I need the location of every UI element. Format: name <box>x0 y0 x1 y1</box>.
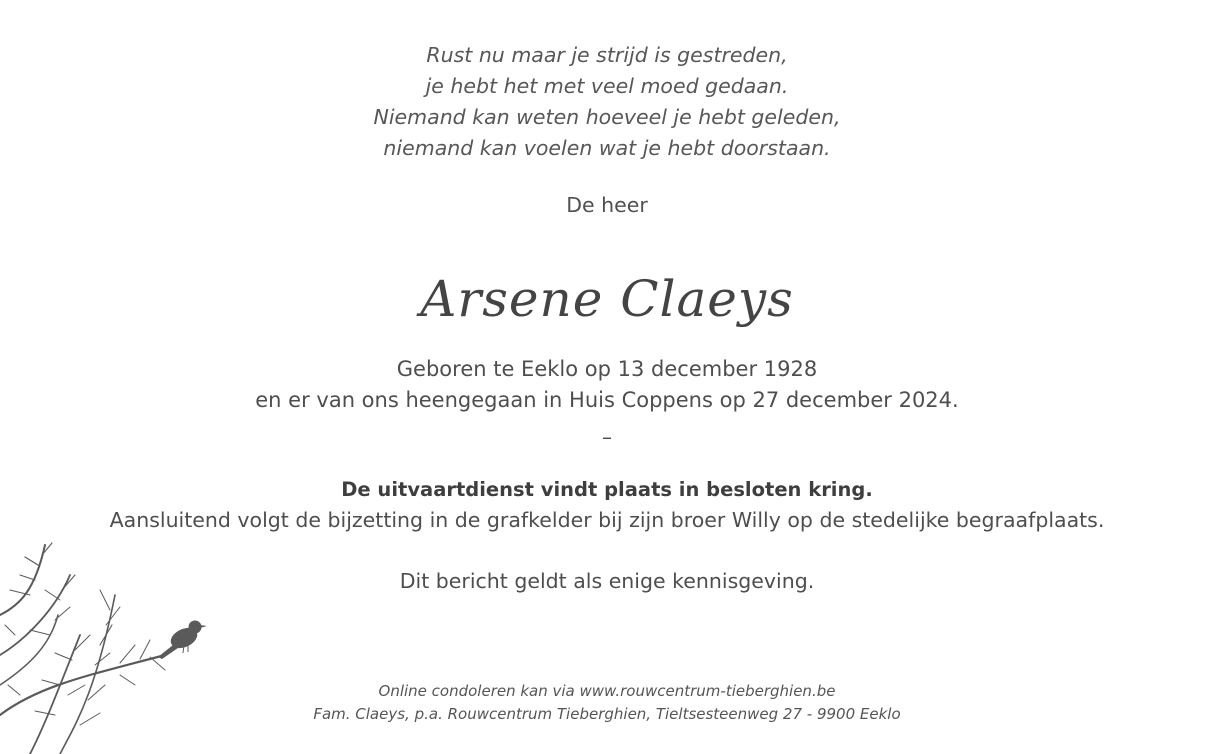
poem-line: je hebt het met veel moed gedaan. <box>425 74 789 98</box>
deceased-name: Arsene Claeys <box>420 270 794 328</box>
separator: – <box>602 425 612 449</box>
service-burial-text: Aansluitend volgt de bijzetting in de grafkelder bij zijn broer Willy op de stedelijke begraafplaats. <box>109 508 1105 532</box>
notice-text: Dit bericht geldt als enige kennisgeving. <box>399 569 815 593</box>
death-line: en er van ons heengegaan in Huis Coppens op 27 december 2024. <box>255 388 959 412</box>
poem-line: Rust nu maar je strijd is gestreden, <box>426 43 788 67</box>
condolence-link-text: Online condoleren kan via www.rouwcentrum-tieberghien.be <box>378 682 836 700</box>
poem <box>0 40 1214 164</box>
funeral-home-address: Fam. Claeys, p.a. Rouwcentrum Tieberghien, Tieltsesteenweg 27 - 9900 Eeklo <box>313 705 901 723</box>
life-dates <box>0 354 1214 416</box>
birth-line: Geboren te Eeklo op 13 december 1928 <box>396 357 818 381</box>
branch-with-bird-icon <box>0 535 240 754</box>
poem-line: Niemand kan weten hoeveel je hebt geleden, <box>373 105 841 129</box>
poem-line: niemand kan voelen wat je hebt doorstaan. <box>383 136 831 160</box>
service-private-text: De uitvaartdienst vindt plaats in besloten kring. <box>341 478 873 501</box>
honorific: De heer <box>566 193 648 217</box>
